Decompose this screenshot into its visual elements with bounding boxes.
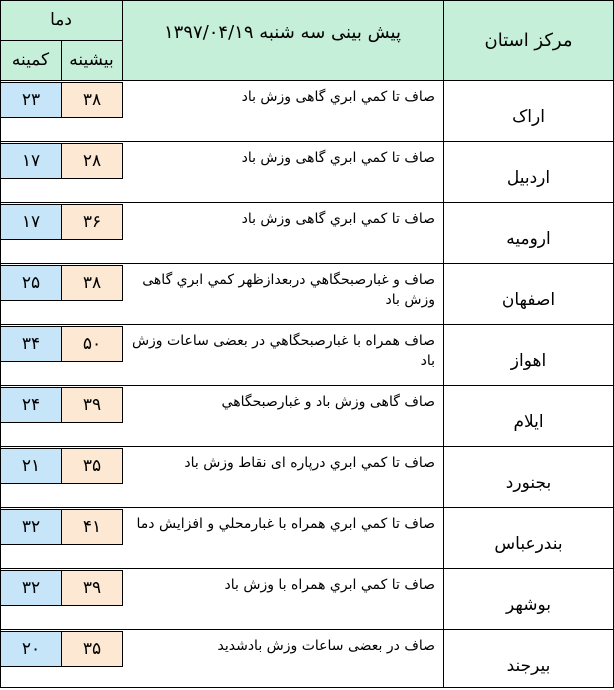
max-temp: ۳۵ [61, 631, 123, 667]
city-name: اردبیل [506, 167, 551, 188]
min-temp: ۲۳ [0, 82, 62, 118]
city-name: بیرجند [506, 655, 551, 676]
province-title: مرکز استان [484, 29, 573, 51]
min-temp: ۱۷ [0, 143, 62, 179]
forecast-desc: صاف تا کمي ابري همراه با غبارمحلي و افزایش دما [136, 516, 435, 532]
max-temp: ۴۱ [61, 509, 123, 545]
min-temp: ۲۰ [0, 631, 62, 667]
min-temp: ۳۴ [0, 326, 62, 362]
forecast-desc: صاف تا کمي ابري درپاره ای نقاط وزش باد [184, 455, 435, 471]
max-temp: ۲۸ [61, 143, 123, 179]
max-temp: ۳۶ [61, 204, 123, 240]
city-name: اهواز [510, 350, 547, 371]
min-temp: ۳۲ [0, 570, 62, 606]
city-name: ارومیه [506, 228, 551, 249]
temp-title: دما [50, 10, 72, 30]
city-name: بوشهر [506, 594, 551, 615]
min-temp: ۳۲ [0, 509, 62, 545]
max-temp: ۵۰ [61, 326, 123, 362]
forecast-desc: صاف گاهی وزش باد و غبارصبحگاهي [221, 394, 435, 410]
city-name: بندرعباس [494, 533, 563, 554]
forecast-desc: صاف تا کمي ابري گاهی وزش باد [241, 89, 435, 105]
forecast-desc: صاف تا کمي ابري همراه با وزش باد [224, 577, 435, 593]
max-temp: ۳۸ [61, 265, 123, 301]
max-temp: ۳۹ [61, 570, 123, 606]
city-name: بجنورد [505, 472, 552, 493]
max-temp: ۳۹ [61, 387, 123, 423]
min-temp: ۱۷ [0, 204, 62, 240]
min-temp: ۲۴ [0, 387, 62, 423]
forecast-title: پیش بینی سه شنبه ۱۳۹۷/۰۴/۱۹ [164, 22, 401, 43]
forecast-desc: صاف در بعضی ساعات وزش بادشدید [217, 638, 435, 654]
forecast-desc: صاف تا کمي ابري گاهی وزش باد [241, 150, 435, 166]
city-name: اراک [512, 106, 545, 127]
forecast-desc: صاف تا کمي ابري گاهی وزش باد [241, 211, 435, 227]
max-label: بیشینه [69, 50, 114, 70]
city-name: ایلام [513, 411, 544, 432]
forecast-desc: صاف همراه با غبارصبحگاهي در بعضی ساعات وزش باد [131, 333, 435, 369]
min-temp: ۲۵ [0, 265, 62, 301]
city-name: اصفهان [501, 289, 556, 310]
max-temp: ۳۵ [61, 448, 123, 484]
min-temp: ۲۱ [0, 448, 62, 484]
max-temp: ۳۸ [61, 82, 123, 118]
forecast-desc: صاف و غبارصبحگاهي دربعدازظهر کمي ابري گاهی وزش باد [142, 272, 435, 308]
min-label: کمینه [11, 50, 50, 70]
